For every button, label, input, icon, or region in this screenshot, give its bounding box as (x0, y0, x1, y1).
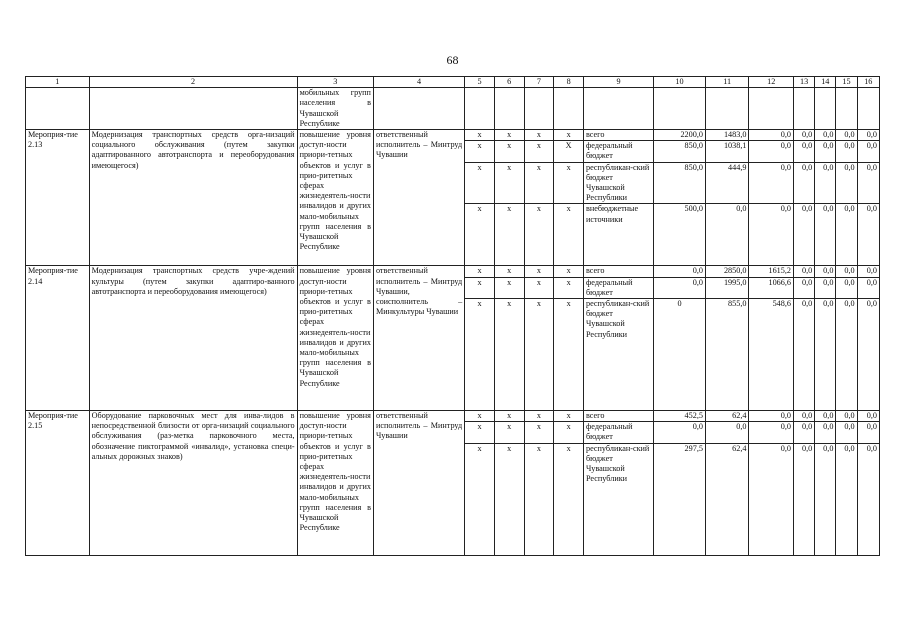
code-cell: х (524, 443, 554, 555)
value-cell: 855,0 (705, 299, 748, 411)
value-cell: 0,0 (857, 443, 879, 555)
measure-name: Модернизация транспортных средств орга-низаций социального обслуживания (путем закупки адаптированного автотранспорта и переоборудования имеющегося) (89, 130, 297, 266)
code-cell: х (494, 141, 524, 162)
value-cell: 0,0 (749, 162, 794, 204)
column-header: 12 (749, 77, 794, 88)
value-cell: 0,0 (654, 422, 706, 443)
value-cell: 0,0 (815, 443, 836, 555)
value-cell: 0,0 (794, 411, 815, 422)
value-cell: 0,0 (705, 204, 748, 266)
measure-executor: ответственный исполнитель – Минтруд Чувашии, соисполнитель – Минкультуры Чувашии (373, 266, 464, 411)
value-cell: 1483,0 (705, 130, 748, 141)
value-cell: 0,0 (836, 204, 857, 266)
value-cell: 2200,0 (654, 130, 706, 141)
value-cell: 0,0 (857, 422, 879, 443)
measure-id: Мероприя-тие 2.15 (26, 411, 90, 556)
measure-id: Мероприя-тие 2.13 (26, 130, 90, 266)
funding-source: федеральный бюджет (583, 422, 653, 443)
value-cell: 0,0 (794, 299, 815, 411)
code-cell: х (465, 204, 495, 266)
funding-source: федеральный бюджет (583, 277, 653, 298)
value-cell: 0,0 (836, 299, 857, 411)
value-cell: 0,0 (749, 422, 794, 443)
value-cell: 0 (654, 299, 706, 411)
column-header: 16 (857, 77, 879, 88)
code-cell: Х (554, 141, 584, 162)
column-number-row (26, 77, 880, 88)
value-cell: 0,0 (857, 204, 879, 266)
value-cell: 0,0 (857, 141, 879, 162)
value-cell: 0,0 (794, 277, 815, 298)
value-cell: 0,0 (857, 299, 879, 411)
funding-source: республикан-ский бюджет Чувашской Республики (583, 162, 653, 204)
funding-source: всего (583, 266, 653, 277)
code-cell: х (554, 422, 584, 443)
value-cell: 0,0 (836, 130, 857, 141)
measure-name: Модернизация транспортных средств учре-ждений культуры (путем закупки адаптиро-ванного автотранспорта и переоборудования имеющегося) (89, 266, 297, 411)
funding-source: внебюджетные источники (583, 204, 653, 266)
column-header: 7 (524, 77, 554, 88)
code-cell: х (524, 204, 554, 266)
value-cell: 0,0 (836, 266, 857, 277)
column-header: 13 (794, 77, 815, 88)
code-cell: х (465, 411, 495, 422)
code-cell: х (494, 277, 524, 298)
value-cell: 0,0 (815, 299, 836, 411)
value-cell: 1615,2 (749, 266, 794, 277)
code-cell: х (524, 162, 554, 204)
code-cell: х (494, 299, 524, 411)
value-cell: 1995,0 (705, 277, 748, 298)
code-cell: х (465, 443, 495, 555)
code-cell: х (465, 299, 495, 411)
measure-goal: повышение уровня доступ-ности приори-тетных объектов и услуг в прио-ритетных сферах жизнедеятель-ности инвалидов и других мало-мобильных групп населения в Чувашской Республике (297, 266, 373, 411)
column-header: 1 (26, 77, 90, 88)
column-header: 5 (465, 77, 495, 88)
code-cell: х (494, 204, 524, 266)
code-cell: х (554, 277, 584, 298)
code-cell: х (554, 130, 584, 141)
column-header: 3 (297, 77, 373, 88)
value-cell: 0,0 (654, 266, 706, 277)
funding-source: федеральный бюджет (583, 141, 653, 162)
value-cell: 0,0 (836, 277, 857, 298)
value-cell: 0,0 (749, 141, 794, 162)
value-cell: 0,0 (815, 141, 836, 162)
measure-executor: ответственный исполнитель – Минтруд Чувашии (373, 130, 464, 266)
value-cell: 0,0 (836, 411, 857, 422)
code-cell: х (524, 299, 554, 411)
code-cell: х (554, 162, 584, 204)
code-cell: х (494, 266, 524, 277)
funding-source: республикан-ский бюджет Чувашской Республики (583, 443, 653, 555)
value-cell: 0,0 (815, 411, 836, 422)
value-cell: 0,0 (815, 277, 836, 298)
value-cell: 0,0 (857, 266, 879, 277)
code-cell: х (524, 130, 554, 141)
code-cell: х (524, 422, 554, 443)
value-cell: 1066,6 (749, 277, 794, 298)
table-row (26, 130, 880, 141)
value-cell: 500,0 (654, 204, 706, 266)
column-header: 8 (554, 77, 584, 88)
page-number: 68 (446, 53, 459, 67)
code-cell: х (554, 299, 584, 411)
code-cell: х (554, 266, 584, 277)
value-cell: 0,0 (794, 422, 815, 443)
code-cell: х (494, 443, 524, 555)
value-cell: 0,0 (794, 130, 815, 141)
value-cell: 0,0 (815, 204, 836, 266)
measure-id: Мероприя-тие 2.14 (26, 266, 90, 411)
measure-goal: повышение уровня доступ-ности приори-тетных объектов и услуг в прио-ритетных сферах жизнедеятель-ности инвалидов и других мало-мобильных групп населения в Чувашской Республике (297, 130, 373, 266)
column-header: 6 (494, 77, 524, 88)
value-cell: 548,6 (749, 299, 794, 411)
value-cell: 0,0 (815, 162, 836, 204)
funding-source: всего (583, 411, 653, 422)
column-header: 11 (705, 77, 748, 88)
measure-goal: повышение уровня доступ-ности приори-тетных объектов и услуг в прио-ритетных сферах жизнедеятель-ности инвалидов и других мало-мобильных групп населения в Чувашской Республике (297, 411, 373, 556)
column-header: 9 (583, 77, 653, 88)
measure-executor: ответственный исполнитель – Минтруд Чувашии (373, 411, 464, 556)
value-cell: 0,0 (836, 141, 857, 162)
goal-continuation: мобильных групп населения в Чувашской Республике (297, 88, 373, 130)
value-cell: 0,0 (857, 411, 879, 422)
code-cell: х (554, 411, 584, 422)
value-cell: 297,5 (654, 443, 706, 555)
value-cell: 0,0 (815, 422, 836, 443)
column-header: 10 (654, 77, 706, 88)
column-header: 14 (815, 77, 836, 88)
value-cell: 0,0 (815, 130, 836, 141)
code-cell: х (494, 162, 524, 204)
value-cell: 1038,1 (705, 141, 748, 162)
column-header: 4 (373, 77, 464, 88)
continuation-row (26, 88, 880, 130)
column-header: 2 (89, 77, 297, 88)
program-table (25, 76, 880, 556)
value-cell: 0,0 (857, 277, 879, 298)
code-cell: х (465, 162, 495, 204)
column-header: 15 (836, 77, 857, 88)
value-cell: 0,0 (857, 162, 879, 204)
value-cell: 0,0 (836, 422, 857, 443)
code-cell: х (494, 130, 524, 141)
table-row (26, 411, 880, 422)
value-cell: 452,5 (654, 411, 706, 422)
code-cell: х (524, 141, 554, 162)
value-cell: 0,0 (794, 204, 815, 266)
code-cell: х (494, 411, 524, 422)
value-cell: 0,0 (836, 162, 857, 204)
measure-name: Оборудование парковочных мест для инва-лидов в непосредственной близости от орга-низаций социального обслуживания (раз-метка парковочного места, обозначение пиктограммой «инвалид», установка специ-альных дорожных знаков) (89, 411, 297, 556)
continuation-cell (89, 88, 297, 130)
table-row (26, 266, 880, 277)
value-cell: 62,4 (705, 443, 748, 555)
value-cell: 0,0 (749, 411, 794, 422)
funding-source: всего (583, 130, 653, 141)
value-cell: 62,4 (705, 411, 748, 422)
value-cell: 0,0 (794, 443, 815, 555)
code-cell: х (465, 141, 495, 162)
code-cell: х (465, 277, 495, 298)
code-cell: х (465, 422, 495, 443)
value-cell: 850,0 (654, 162, 706, 204)
value-cell: 0,0 (654, 277, 706, 298)
value-cell: 0,0 (749, 130, 794, 141)
value-cell: 0,0 (857, 130, 879, 141)
code-cell: х (554, 204, 584, 266)
value-cell: 0,0 (794, 266, 815, 277)
value-cell: 850,0 (654, 141, 706, 162)
value-cell: 0,0 (749, 443, 794, 555)
code-cell: х (465, 130, 495, 141)
funding-source: республикан-ский бюджет Чувашской Республики (583, 299, 653, 411)
value-cell: 0,0 (705, 422, 748, 443)
value-cell: 0,0 (794, 141, 815, 162)
value-cell: 2850,0 (705, 266, 748, 277)
code-cell: х (494, 422, 524, 443)
code-cell: х (465, 266, 495, 277)
code-cell: х (524, 277, 554, 298)
value-cell: 0,0 (794, 162, 815, 204)
value-cell: 0,0 (836, 443, 857, 555)
code-cell: х (554, 443, 584, 555)
value-cell: 444,9 (705, 162, 748, 204)
continuation-cell (26, 88, 90, 130)
value-cell: 0,0 (815, 266, 836, 277)
value-cell: 0,0 (749, 204, 794, 266)
code-cell: х (524, 266, 554, 277)
code-cell: х (524, 411, 554, 422)
